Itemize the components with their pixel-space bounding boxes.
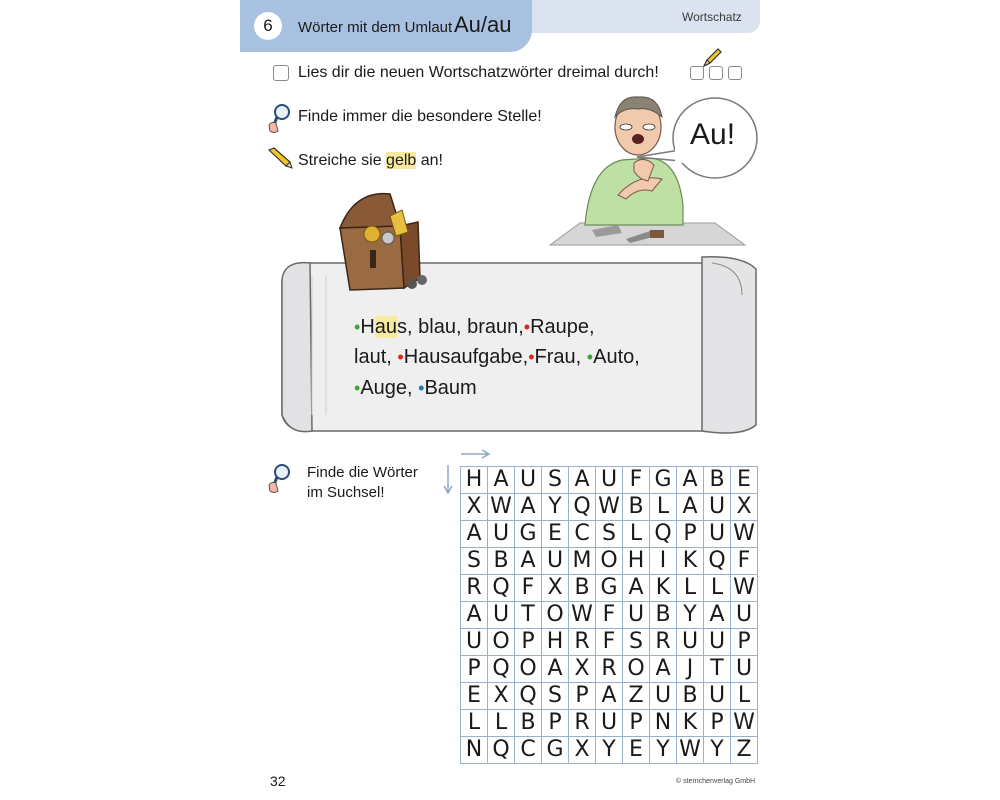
magnifier-hand-icon	[266, 103, 294, 135]
grid-cell[interactable]: Q	[704, 548, 731, 575]
grid-cell[interactable]: W	[731, 710, 758, 737]
bullet-red: •	[528, 347, 535, 367]
grid-cell[interactable]: P	[515, 629, 542, 656]
word-item: Hausaufgabe,	[403, 346, 529, 368]
arrow-down-icon	[442, 464, 454, 496]
grid-cell[interactable]: Q	[515, 683, 542, 710]
word-item: Raupe,	[530, 316, 595, 338]
grid-cell[interactable]: K	[650, 575, 677, 602]
grid-cell[interactable]: N	[650, 710, 677, 737]
instruction-mark	[298, 152, 443, 170]
grid-cell[interactable]: C	[515, 737, 542, 764]
word-list-line	[354, 377, 477, 400]
grid-cell[interactable]: B	[569, 575, 596, 602]
grid-cell[interactable]: W	[569, 602, 596, 629]
grid-cell[interactable]: R	[569, 710, 596, 737]
grid-cell[interactable]: L	[731, 683, 758, 710]
grid-cell[interactable]: B	[623, 494, 650, 521]
grid-cell[interactable]: L	[623, 521, 650, 548]
speech-bubble-text: Au!	[690, 118, 736, 151]
grid-cell[interactable]: E	[461, 683, 488, 710]
instruction-mark-after: an!	[416, 152, 443, 169]
word-item: Auto,	[593, 346, 640, 368]
grid-cell[interactable]: U	[623, 602, 650, 629]
grid-cell[interactable]: P	[461, 656, 488, 683]
instruction-read: Lies dir die neuen Wortschatzwörter dreimal durch!	[298, 64, 659, 81]
grid-cell[interactable]: Z	[623, 683, 650, 710]
grid-cell[interactable]: A	[461, 521, 488, 548]
grid-cell[interactable]: A	[515, 494, 542, 521]
bullet-blue: •	[418, 378, 425, 398]
word-item: Frau,	[534, 346, 582, 368]
grid-cell[interactable]: Q	[488, 737, 515, 764]
grid-cell[interactable]: L	[488, 710, 515, 737]
grid-cell[interactable]: W	[731, 521, 758, 548]
bullet-green: •	[354, 317, 361, 337]
grid-cell[interactable]: S	[542, 683, 569, 710]
word-item: Baum	[424, 377, 477, 399]
grid-cell[interactable]: W	[731, 575, 758, 602]
grid-cell[interactable]: X	[461, 494, 488, 521]
word-item: s,	[397, 316, 413, 338]
grid-cell[interactable]: X	[488, 683, 515, 710]
grid-cell[interactable]: Q	[569, 494, 596, 521]
grid-cell[interactable]: S	[623, 629, 650, 656]
grid-cell[interactable]: I	[650, 548, 677, 575]
word-search-instruction-line2: im Suchsel!	[307, 484, 385, 501]
grid-cell[interactable]: M	[569, 548, 596, 575]
grid-cell[interactable]: F	[596, 602, 623, 629]
grid-cell[interactable]: A	[542, 656, 569, 683]
grid-cell[interactable]: U	[704, 521, 731, 548]
grid-cell[interactable]: A	[677, 467, 704, 494]
grid-cell[interactable]: H	[461, 467, 488, 494]
grid-cell[interactable]: Y	[542, 494, 569, 521]
grid-cell[interactable]: A	[704, 602, 731, 629]
grid-cell[interactable]: Y	[650, 737, 677, 764]
grid-cell[interactable]: U	[704, 494, 731, 521]
grid-cell[interactable]: P	[704, 710, 731, 737]
treasure-chest-icon	[330, 188, 435, 293]
bullet-red: •	[397, 347, 404, 367]
grid-cell[interactable]: W	[488, 494, 515, 521]
grid-cell[interactable]: L	[704, 575, 731, 602]
word-search-grid	[460, 466, 758, 764]
grid-cell[interactable]: Y	[677, 602, 704, 629]
grid-cell[interactable]: F	[623, 467, 650, 494]
bullet-green: •	[586, 347, 594, 367]
grid-cell[interactable]: P	[677, 521, 704, 548]
grid-cell[interactable]: U	[704, 683, 731, 710]
grid-cell[interactable]: A	[461, 602, 488, 629]
checkbox-icon[interactable]	[728, 66, 742, 80]
checkbox-icon[interactable]	[273, 65, 289, 81]
grid-cell[interactable]: W	[677, 737, 704, 764]
grid-cell[interactable]: W	[596, 494, 623, 521]
grid-cell[interactable]: Q	[650, 521, 677, 548]
grid-cell[interactable]: S	[542, 467, 569, 494]
grid-cell[interactable]: X	[731, 494, 758, 521]
grid-cell[interactable]: L	[650, 494, 677, 521]
grid-cell[interactable]: T	[515, 602, 542, 629]
grid-cell[interactable]: H	[542, 629, 569, 656]
grid-cell[interactable]: Z	[731, 737, 758, 764]
chapter-title-letters: Au/au	[454, 12, 512, 37]
grid-cell[interactable]: X	[569, 656, 596, 683]
grid-cell[interactable]: O	[515, 656, 542, 683]
page-number: 32	[270, 773, 286, 789]
grid-cell[interactable]: P	[623, 710, 650, 737]
grid-cell[interactable]: U	[542, 548, 569, 575]
grid-cell[interactable]: G	[596, 575, 623, 602]
grid-cell[interactable]: G	[650, 467, 677, 494]
grid-cell[interactable]: P	[542, 710, 569, 737]
grid-cell[interactable]: U	[596, 710, 623, 737]
grid-cell[interactable]: U	[704, 629, 731, 656]
grid-cell[interactable]: A	[596, 683, 623, 710]
grid-cell[interactable]: C	[569, 521, 596, 548]
grid-cell[interactable]: U	[731, 602, 758, 629]
word-item: laut,	[354, 346, 392, 368]
grid-cell[interactable]: R	[461, 575, 488, 602]
grid-cell[interactable]: B	[488, 548, 515, 575]
bullet-green: •	[354, 378, 361, 398]
grid-cell[interactable]: E	[542, 521, 569, 548]
grid-cell[interactable]: U	[488, 602, 515, 629]
grid-cell[interactable]: G	[515, 521, 542, 548]
grid-cell[interactable]: P	[731, 629, 758, 656]
grid-cell[interactable]: E	[623, 737, 650, 764]
grid-cell[interactable]: E	[731, 467, 758, 494]
instruction-mark-highlight: gelb	[386, 152, 417, 169]
grid-cell[interactable]: A	[488, 467, 515, 494]
copyright: © sternchenverlag GmbH	[676, 778, 756, 785]
grid-cell[interactable]: O	[542, 602, 569, 629]
word-list-line	[354, 346, 640, 369]
grid-cell[interactable]: R	[569, 629, 596, 656]
grid-cell[interactable]: O	[488, 629, 515, 656]
grid-cell[interactable]: H	[623, 548, 650, 575]
word-item: blau,	[418, 316, 462, 338]
grid-cell[interactable]: A	[623, 575, 650, 602]
magnifier-hand-icon	[266, 463, 294, 497]
grid-cell[interactable]: G	[542, 737, 569, 764]
grid-cell[interactable]: F	[596, 629, 623, 656]
grid-cell[interactable]: Y	[704, 737, 731, 764]
grid-cell[interactable]: B	[515, 710, 542, 737]
grid-cell[interactable]: U	[677, 629, 704, 656]
word-item: Auge,	[360, 377, 413, 399]
instruction-find: Finde immer die besondere Stelle!	[298, 108, 542, 125]
grid-cell[interactable]: O	[596, 548, 623, 575]
word-item: H	[360, 316, 375, 338]
grid-cell[interactable]: R	[596, 656, 623, 683]
grid-cell[interactable]: U	[731, 656, 758, 683]
grid-cell[interactable]: L	[461, 710, 488, 737]
instruction-mark-before: Streiche sie	[298, 152, 387, 169]
word-search-instruction	[307, 463, 418, 503]
grid-cell[interactable]: U	[650, 683, 677, 710]
grid-cell[interactable]: N	[461, 737, 488, 764]
grid-cell[interactable]: U	[596, 467, 623, 494]
grid-cell[interactable]: F	[731, 548, 758, 575]
chapter-number: 6	[254, 12, 282, 40]
grid-cell[interactable]: J	[677, 656, 704, 683]
word-list-line	[354, 316, 595, 339]
grid-cell[interactable]: K	[677, 548, 704, 575]
grid-cell[interactable]: Q	[488, 575, 515, 602]
grid-cell[interactable]: U	[461, 629, 488, 656]
grid-cell[interactable]: P	[569, 683, 596, 710]
arrow-right-icon	[460, 448, 492, 460]
pencil-icon	[700, 46, 724, 70]
grid-cell[interactable]: S	[461, 548, 488, 575]
grid-cell[interactable]: B	[677, 683, 704, 710]
grid-cell[interactable]: T	[704, 656, 731, 683]
grid-cell[interactable]: A	[650, 656, 677, 683]
grid-cell[interactable]: Q	[488, 656, 515, 683]
grid-cell[interactable]: U	[488, 521, 515, 548]
grid-cell[interactable]: Y	[596, 737, 623, 764]
grid-cell[interactable]: L	[677, 575, 704, 602]
word-highlight: au	[374, 316, 398, 338]
grid-cell[interactable]: B	[650, 602, 677, 629]
grid-cell[interactable]: A	[515, 548, 542, 575]
grid-cell[interactable]: B	[704, 467, 731, 494]
pencil-icon	[266, 146, 294, 170]
bullet-red: •	[523, 317, 531, 337]
section-label: Wortschatz	[682, 10, 742, 24]
grid-cell[interactable]: X	[569, 737, 596, 764]
grid-cell[interactable]: A	[569, 467, 596, 494]
grid-cell[interactable]: F	[515, 575, 542, 602]
grid-cell[interactable]: R	[650, 629, 677, 656]
chapter-title: Wörter mit dem Umlaut	[298, 19, 453, 36]
grid-cell[interactable]: K	[677, 710, 704, 737]
grid-cell[interactable]: S	[596, 521, 623, 548]
word-item: braun,	[467, 316, 524, 338]
grid-cell[interactable]: X	[542, 575, 569, 602]
grid-cell[interactable]: U	[515, 467, 542, 494]
grid-cell[interactable]: A	[677, 494, 704, 521]
grid-cell[interactable]: O	[623, 656, 650, 683]
word-search-instruction-line1: Finde die Wörter	[307, 464, 418, 481]
